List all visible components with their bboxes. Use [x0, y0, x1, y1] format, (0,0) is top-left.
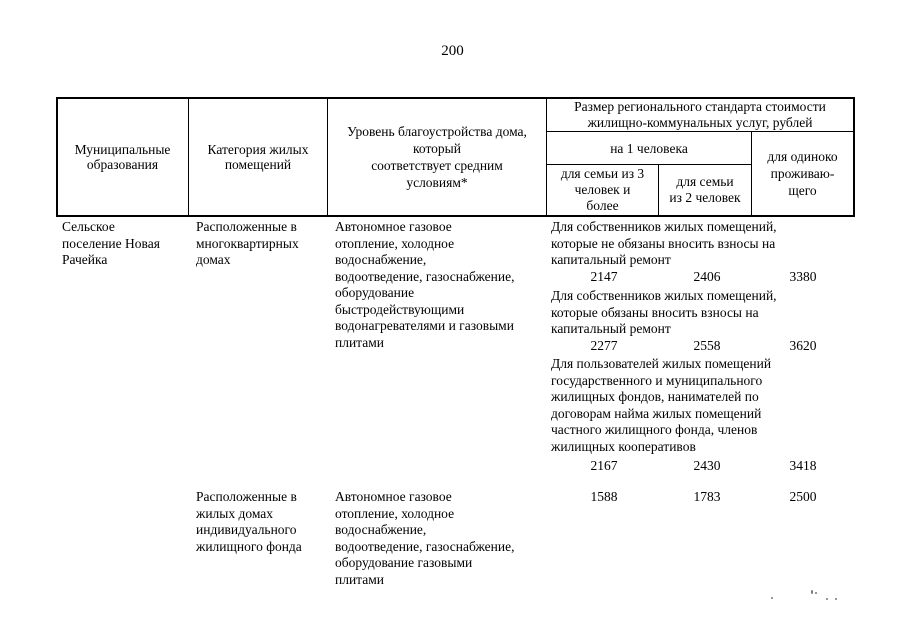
header-municipality: Муниципальные образования: [74, 141, 171, 172]
row1-group3-note: Для пользователей жилых помещений государственного и муниципального жилищных фондов, нанимателей по договорам найма жилых помещений частного жилищного фонда, членов жилищных кооперативов: [551, 356, 772, 454]
page-number: 200: [441, 43, 464, 59]
table-header-bottom-border: [56, 215, 855, 217]
header-category: Категория жилых помещений: [207, 141, 309, 172]
header-single: для одиноко проживаю- щего: [767, 149, 838, 198]
row1-group2-value-family3: 2277: [590, 338, 618, 353]
row1-category: Расположенные в многоквартирных домах: [196, 219, 299, 267]
header-standard-size: Размер регионального стандарта стоимости жилищно-коммунальных услуг, рублей: [574, 98, 826, 130]
row1-group2-value-single: 3620: [789, 338, 817, 353]
row2-level: Автономное газовое отопление, холодное водоснабжение, водоотведение, газоснабжение, оборудование газовыми плитами: [335, 489, 515, 587]
row1-group3-value-single: 3418: [789, 458, 817, 473]
row1-group1-note: Для собственников жилых помещений, которые не обязаны вносить взносы на капитальный ремонт: [551, 219, 777, 267]
row1-group1-value-family2: 2406: [693, 269, 721, 284]
row2-category: Расположенные в жилых домах индивидуального жилищного фонда: [196, 489, 302, 554]
header-family-2: для семьи из 2 человек: [669, 174, 741, 205]
municipality-name: Сельское поселение Новая Рачейка: [62, 219, 160, 267]
row1-group1-value-single: 3380: [789, 269, 817, 284]
header-level: Уровень благоустройства дома, который соответствует средним условиям*: [347, 123, 527, 190]
row1-level: Автономное газовое отопление, холодное водоснабжение, водоотведение, газоснабжение, оборудование быстродействующими водонагревателями и газовыми плитами: [335, 219, 515, 350]
header-family-3: для семьи из 3 человек и более: [560, 166, 645, 213]
table-right-border: [853, 97, 855, 216]
header-per-person: на 1 человека: [610, 140, 688, 156]
row1-group2-note: Для собственников жилых помещений, которые обязаны вносить взносы на капитальный ремонт: [551, 288, 777, 336]
row2-value-single: 2500: [789, 489, 817, 504]
row2-value-family2: 1783: [693, 489, 721, 504]
row1-group2-value-family2: 2558: [693, 338, 721, 353]
row1-group3-value-family2: 2430: [693, 458, 721, 473]
row1-group1-value-family3: 2147: [590, 269, 618, 284]
row2-value-family3: 1588: [590, 489, 618, 504]
row1-group3-value-family3: 2167: [590, 458, 618, 473]
